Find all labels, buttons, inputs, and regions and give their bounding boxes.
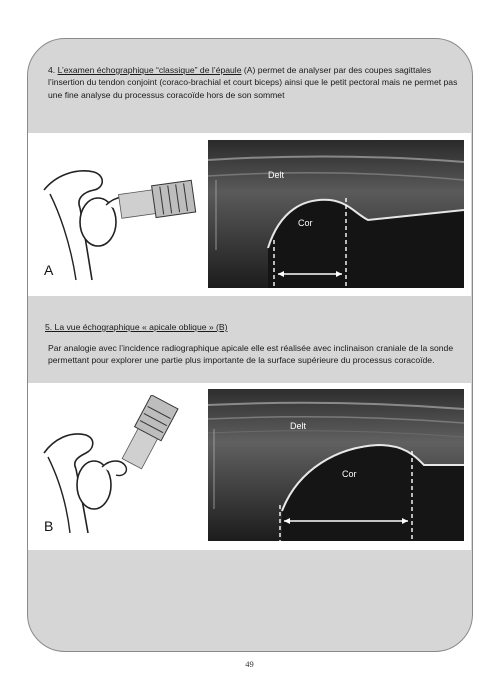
page-number: 49 [245,659,254,669]
delt-label-a: Delt [268,170,285,180]
ultrasound-image-a [208,140,464,288]
section-4-text: (A) permet de analyser par des coupes sagittales l’insertion du tendon conjoint (coraco-brachial et court biceps) ainsi que le petit pectoral mais ne permet pas une fine analyse du processus coracoïde hors de son sommet [48,65,458,100]
ultrasound-image-b [208,389,464,541]
figure-b-letter: B [44,518,54,534]
cor-label-b: Cor [342,469,357,479]
delt-label-b: Delt [290,421,307,431]
section-4-paragraph [48,64,458,101]
cor-label-a: Cor [298,218,313,228]
section-4-title: L’examen échographique “classique” de l’épaule [57,65,242,75]
shoulder-probe-diagram-a [36,150,206,285]
section-5-paragraph: Par analogie avec l’incidence radiographique apicale elle est réalisée avec inclinaison craniale de la sonde permettant pour explorer une partie plus importante de la surface supérieure du processus coracoïde. [48,343,454,366]
shoulder-probe-diagram-b [36,395,206,535]
section-4-number: 4. [48,65,56,75]
figure-a-letter: A [44,262,54,278]
section-5-title: 5. La vue échographique « apicale oblique » (B) [45,322,228,332]
